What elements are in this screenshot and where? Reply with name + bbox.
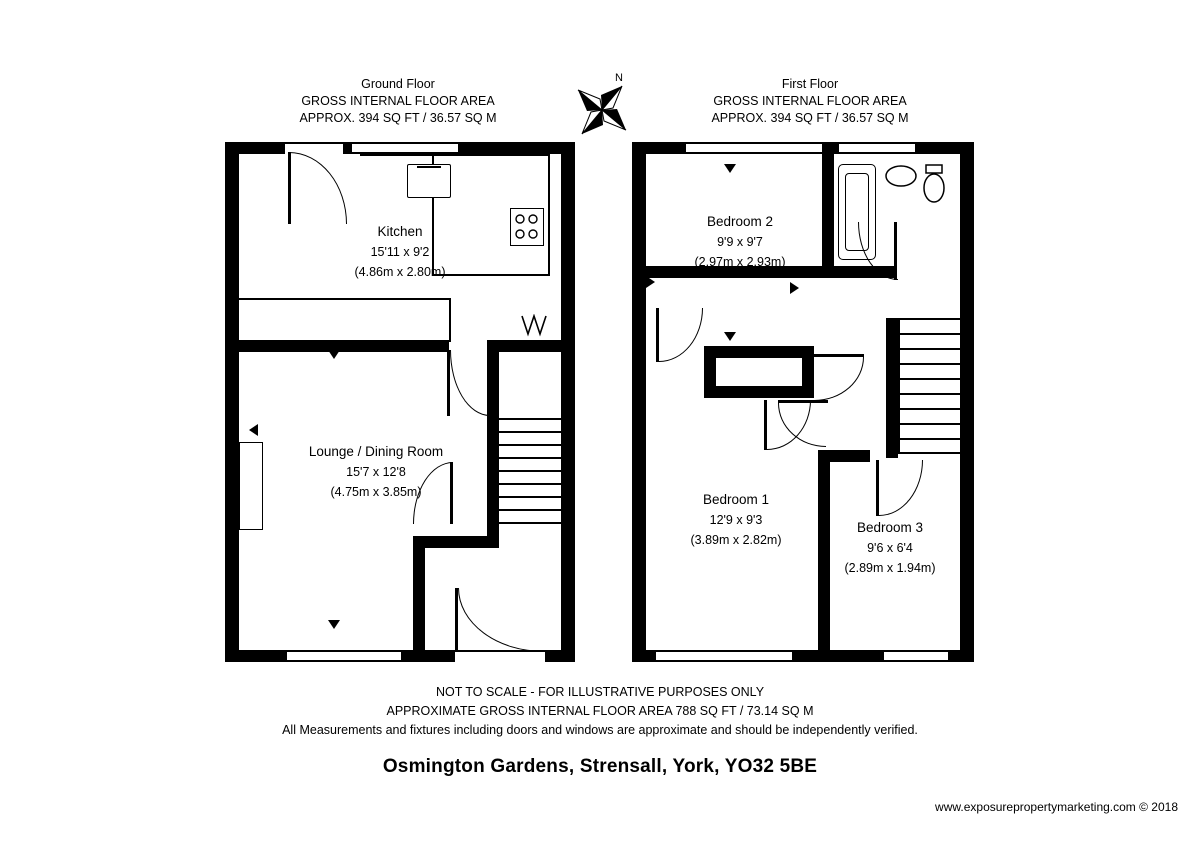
first-floor-area-value: APPROX. 394 SQ FT / 36.57 SQ M xyxy=(711,111,909,125)
direction-arrow xyxy=(328,620,340,629)
room-label-bedroom-2 xyxy=(640,212,840,272)
ground-floor-heading xyxy=(238,76,558,127)
window xyxy=(654,650,794,662)
stairs-icon xyxy=(499,418,561,528)
first-floor-heading xyxy=(650,76,970,127)
credit-line: www.exposurepropertymarketing.com © 2018 xyxy=(935,800,1178,814)
lounge-dim-metric: (4.75m x 3.85m) xyxy=(330,485,422,499)
door-swing-arc xyxy=(879,460,923,516)
door-swing-arc xyxy=(289,152,347,224)
bedroom-2-dim-imperial: 9'9 x 9'7 xyxy=(717,235,763,249)
direction-arrow xyxy=(724,164,736,173)
direction-arrow xyxy=(790,282,799,294)
ground-floor-title: Ground Floor xyxy=(361,77,435,91)
radiator-icon xyxy=(520,314,554,342)
door-swing-arc xyxy=(450,350,490,416)
window xyxy=(837,142,917,154)
sink-icon xyxy=(407,164,451,198)
bedroom-2-name: Bedroom 2 xyxy=(706,214,774,229)
lounge-dim-imperial: 15'7 x 12'8 xyxy=(346,465,406,479)
kitchen-dim-imperial: 15'11 x 9'2 xyxy=(370,245,430,259)
disclaimer-line-3: All Measurements and fixtures including doors and windows are approximate and should be independently verified. xyxy=(282,723,918,737)
window xyxy=(350,142,460,154)
compass-north-label: N xyxy=(615,72,623,84)
door-swing-arc xyxy=(659,308,703,362)
room-label-kitchen xyxy=(300,222,500,282)
lounge-name: Lounge / Dining Room xyxy=(308,444,444,459)
first-floor-title: First Floor xyxy=(781,77,839,91)
stairs-icon xyxy=(898,318,960,454)
window xyxy=(684,142,824,154)
bedroom-1-name: Bedroom 1 xyxy=(702,492,770,507)
door-swing-arc xyxy=(814,357,864,401)
window xyxy=(285,650,403,662)
window xyxy=(882,650,950,662)
first-floor-area-label: GROSS INTERNAL FLOOR AREA xyxy=(713,94,907,108)
disclaimer-line-1: NOT TO SCALE - FOR ILLUSTRATIVE PURPOSES ONLY xyxy=(435,685,765,699)
disclaimer-line-2: APPROXIMATE GROSS INTERNAL FLOOR AREA 788 SQ FT / 73.14 SQ M xyxy=(386,704,814,718)
room-label-bedroom-3 xyxy=(790,518,990,578)
bedroom-1-dim-imperial: 12'9 x 9'3 xyxy=(709,513,763,527)
bedroom-3-name: Bedroom 3 xyxy=(856,520,924,535)
direction-arrow xyxy=(724,332,736,341)
ground-floor-plan xyxy=(225,142,575,662)
kitchen-name: Kitchen xyxy=(377,224,423,239)
door-swing-arc xyxy=(458,588,544,652)
property-address: Osmington Gardens, Strensall, York, YO32 5BE xyxy=(382,756,818,777)
ground-floor-area-label: GROSS INTERNAL FLOOR AREA xyxy=(301,94,495,108)
bedroom-3-dim-imperial: 9'6 x 6'4 xyxy=(867,541,913,555)
hob-icon xyxy=(510,208,544,246)
bedroom-1-dim-metric: (3.89m x 2.82m) xyxy=(690,533,782,547)
ground-floor-area-value: APPROX. 394 SQ FT / 36.57 SQ M xyxy=(299,111,497,125)
direction-arrow xyxy=(249,424,258,436)
compass-north-icon xyxy=(570,72,634,142)
toilet-icon xyxy=(920,164,948,208)
room-label-lounge-dining-room xyxy=(256,442,496,502)
door-leaf xyxy=(455,588,458,652)
wash-basin-icon xyxy=(884,164,918,188)
bedroom-3-dim-metric: (2.89m x 1.94m) xyxy=(844,561,936,575)
kitchen-dim-metric: (4.86m x 2.80m) xyxy=(354,265,446,279)
bedroom-2-dim-metric: (2.97m x 2.93m) xyxy=(694,255,786,269)
